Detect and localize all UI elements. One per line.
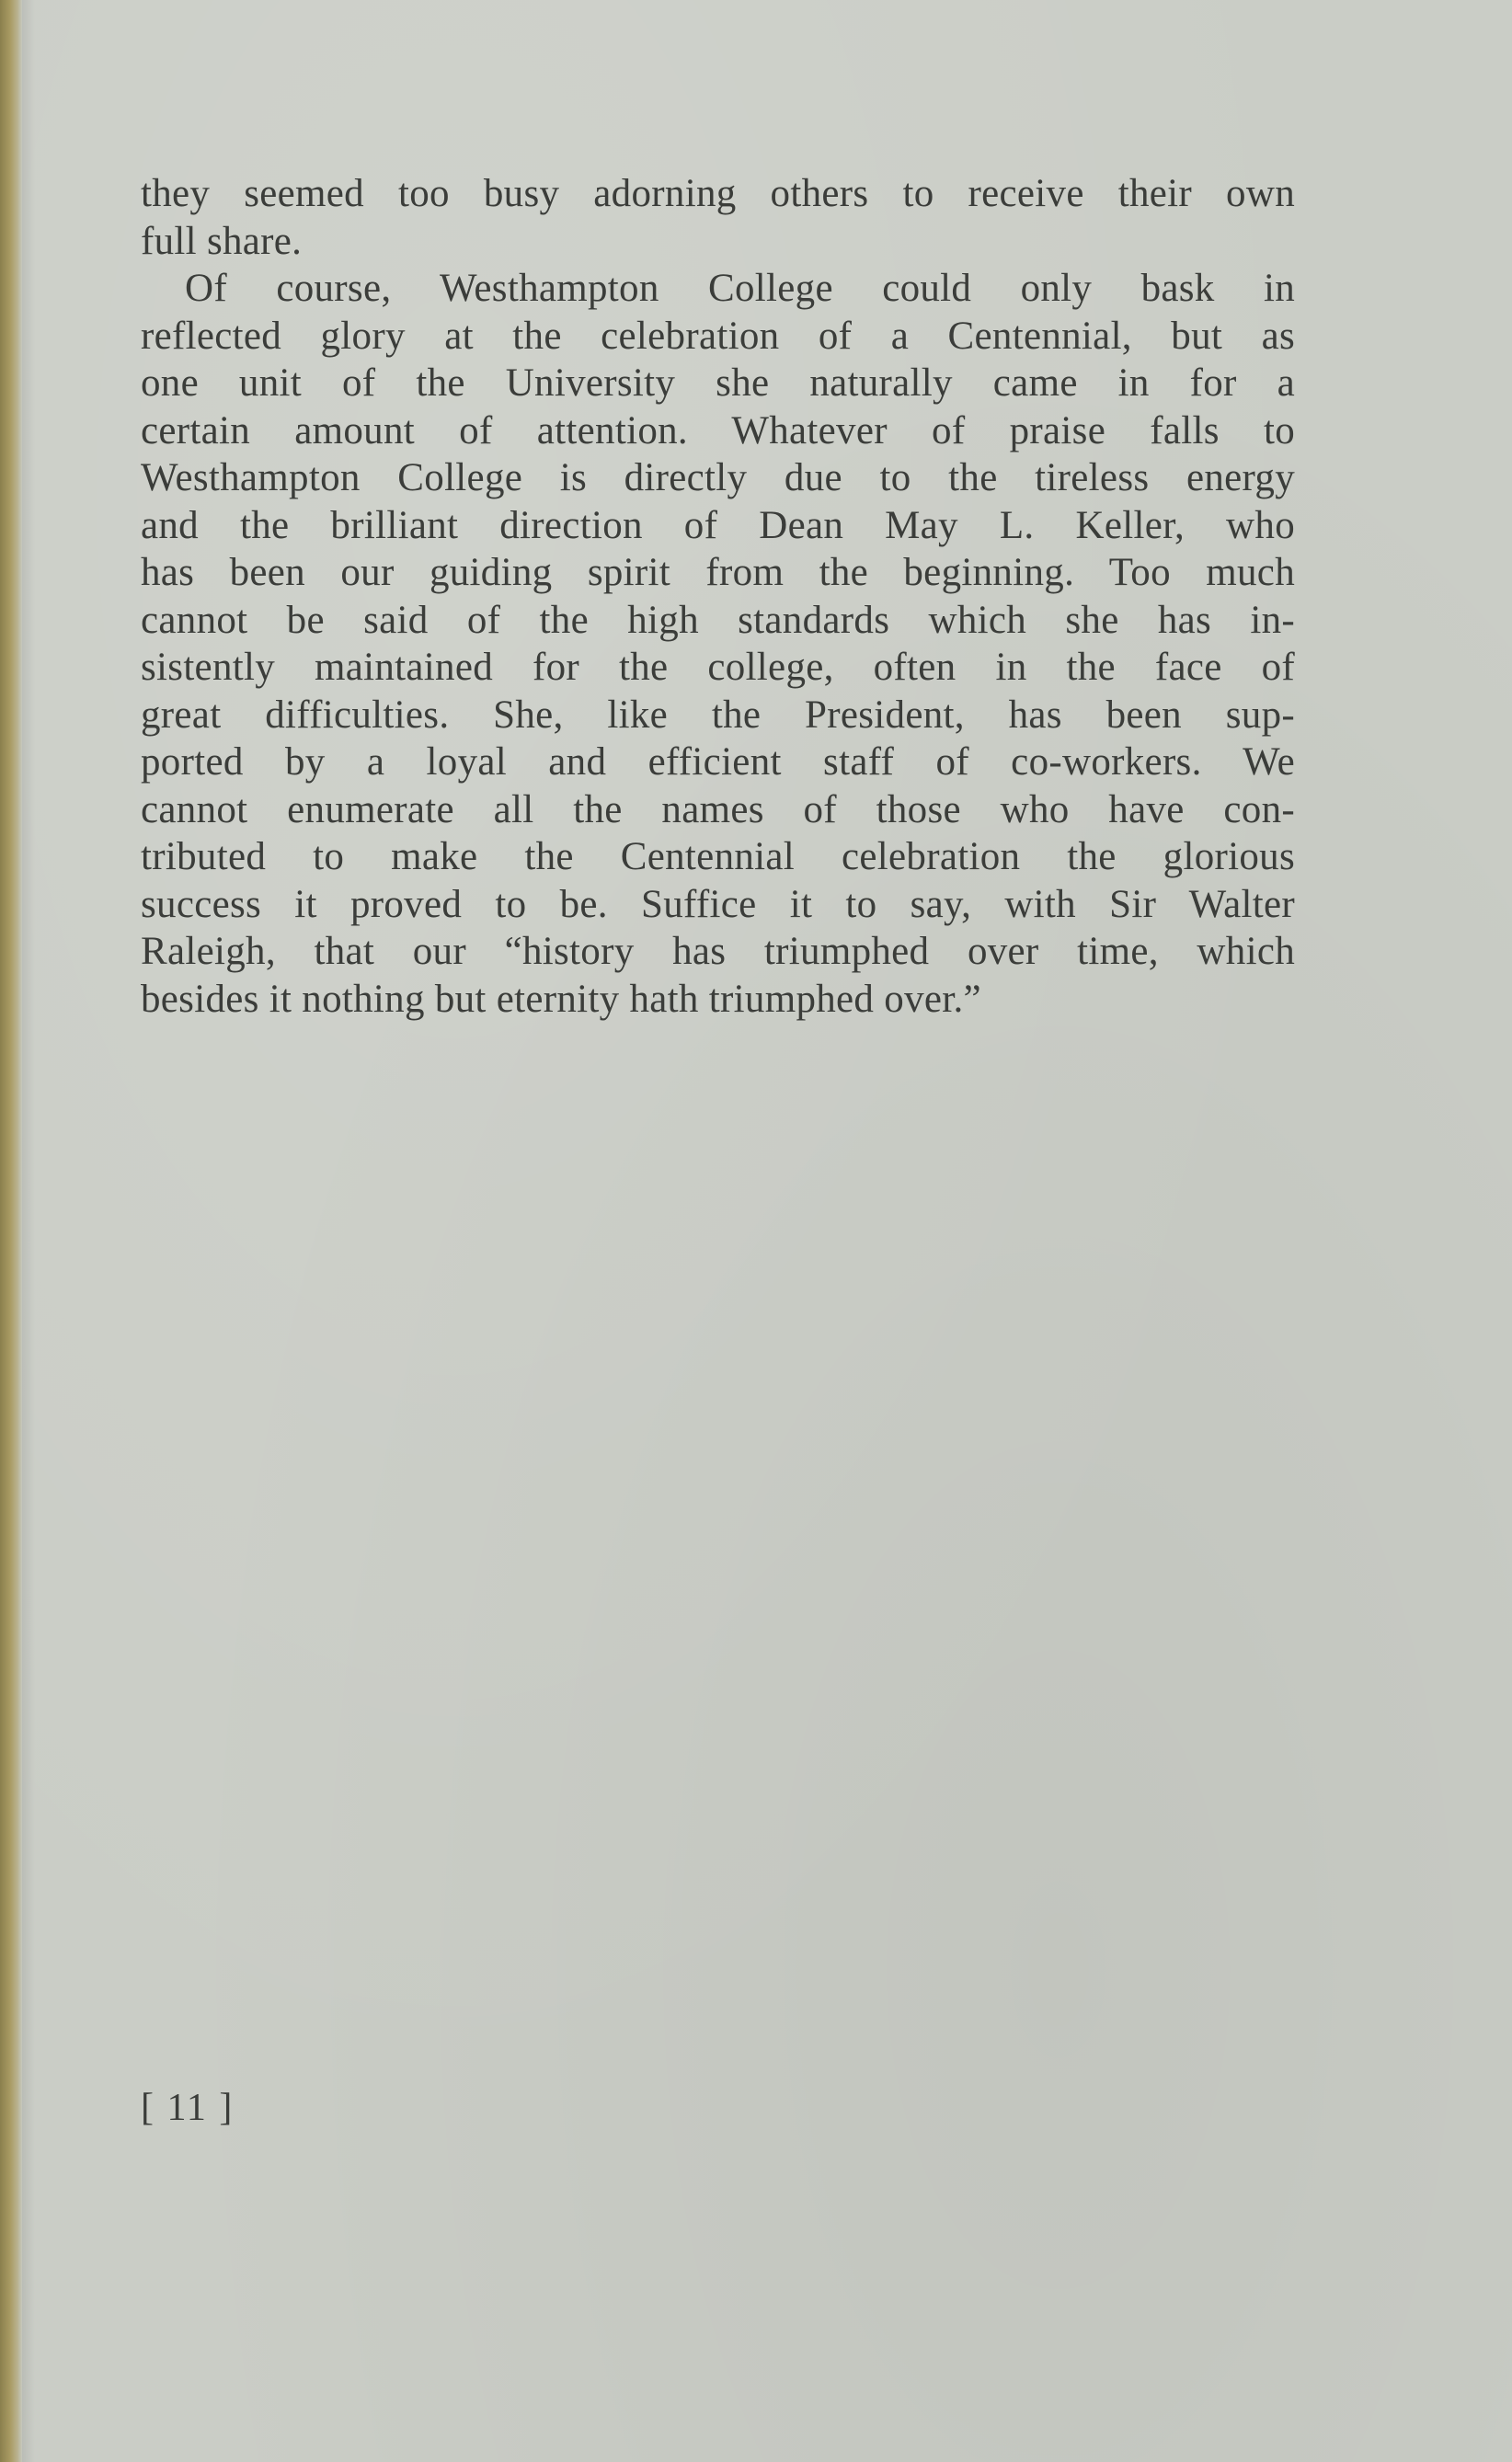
text-line: Westhampton College is directly due to the tireless energy	[141, 456, 1295, 499]
text-line: tributed to make the Centennial celebration the glorious	[141, 835, 1295, 878]
text-line: one unit of the University she naturally came in for a	[141, 361, 1295, 405]
book-spine-edge	[0, 0, 22, 2462]
text-line: they seemed too busy adorning others to receive their own	[141, 172, 1295, 215]
text-line: Of course, Westhampton College could only bask in	[185, 267, 1295, 310]
gutter-shadow	[22, 0, 35, 2462]
page-number: [ 11 ]	[141, 2087, 235, 2129]
text-line: Raleigh, that our “history has triumphed over time, which	[141, 930, 1295, 973]
text-line: certain amount of attention. Whatever of praise falls to	[141, 408, 1295, 452]
text-line: besides it nothing but eternity hath triumphed over.”	[141, 977, 981, 1021]
text-line: has been our guiding spirit from the beginning. Too much	[141, 551, 1295, 594]
text-line: cannot be said of the high standards which she has in-	[141, 598, 1295, 642]
body-text	[141, 170, 1295, 1023]
text-line: cannot enumerate all the names of those who have con-	[141, 787, 1295, 831]
text-line: great difficulties. She, like the President, has been sup-	[141, 693, 1295, 737]
text-line: reflected glory at the celebration of a Centennial, but as	[141, 314, 1295, 358]
text-line: full share.	[141, 219, 303, 263]
text-line: sistently maintained for the college, often in the face of	[141, 646, 1295, 689]
text-line: success it proved to be. Suffice it to say, with Sir Walter	[141, 882, 1295, 926]
text-line: ported by a loyal and efficient staff of co-workers. We	[141, 740, 1295, 784]
text-line: and the brilliant direction of Dean May L. Keller, who	[141, 503, 1295, 547]
